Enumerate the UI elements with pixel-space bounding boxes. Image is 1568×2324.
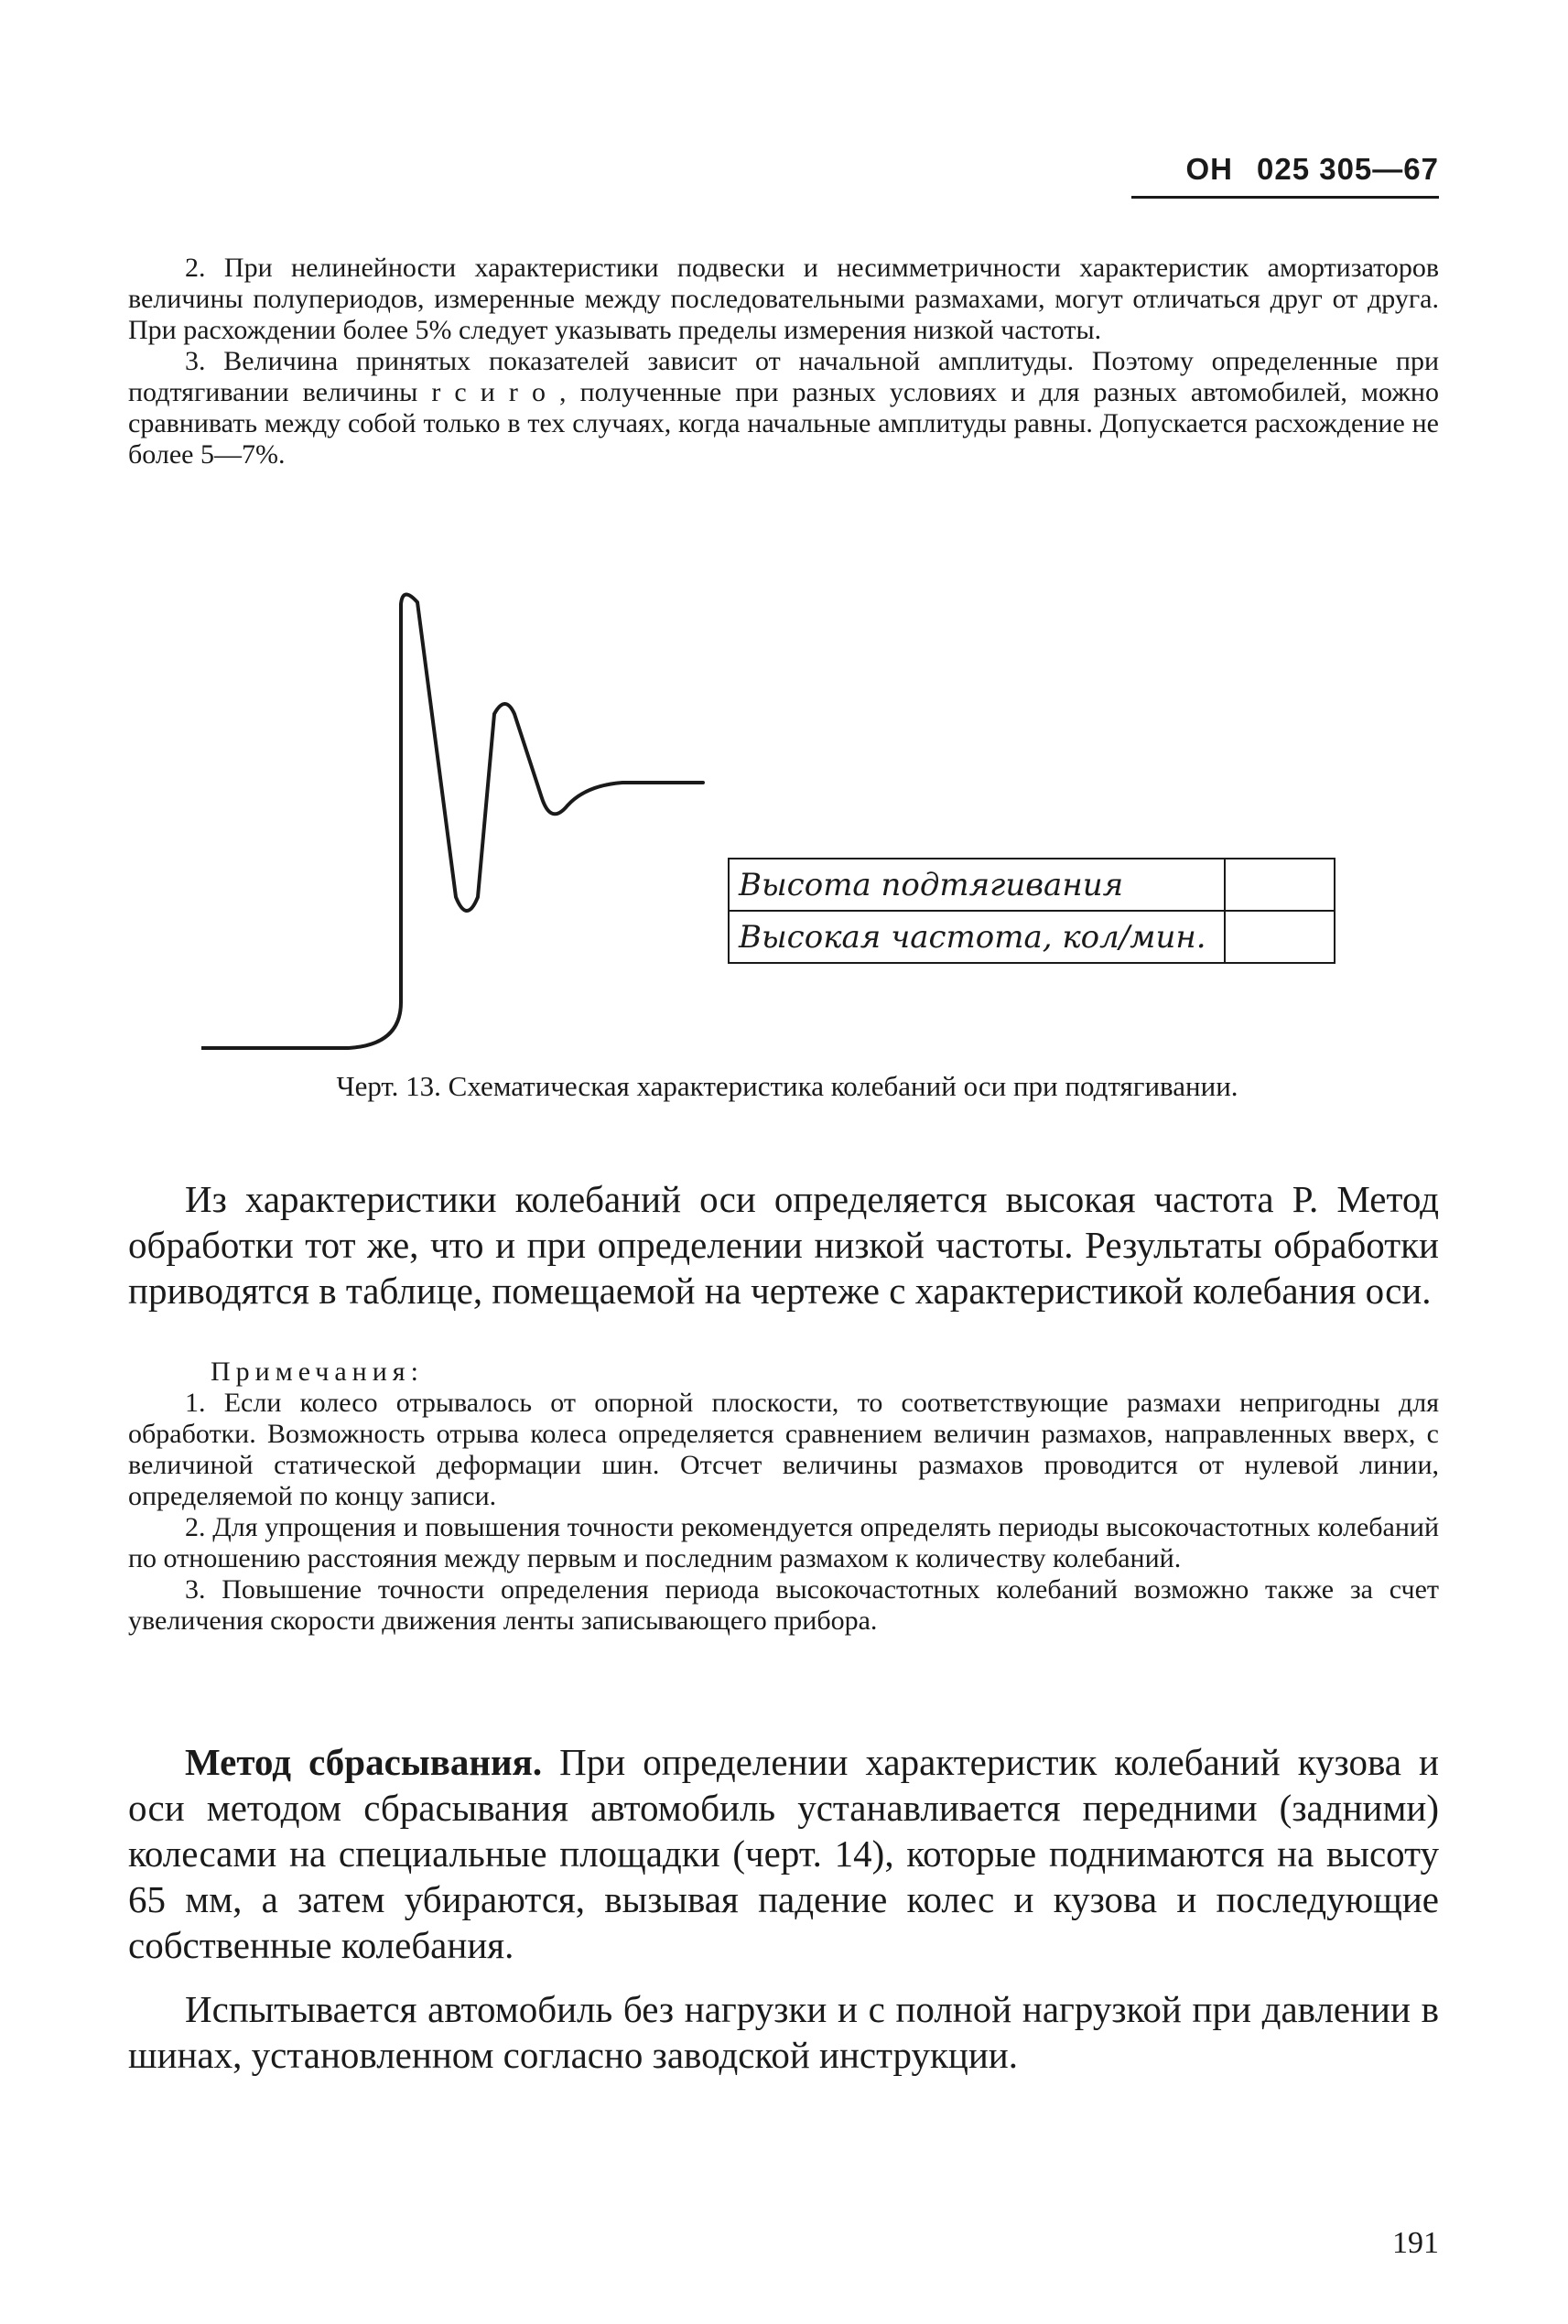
- header-code: 025 305—67: [1257, 152, 1439, 186]
- header-prefix: ОН: [1185, 152, 1233, 186]
- note-item: 1. Если колесо отрывалось от опорной плоскости, то соответствующие размахи непригодны для обработки. Возможность отрыва колеса определяется сравнением величин размахов, направленных вверх, с величиной статической деформации шин. Отсчет величины размахов проводится от нулевой линии, определяемой по концу записи.: [128, 1388, 1439, 1511]
- figure-table-label: Высота подтягивания: [729, 859, 1225, 911]
- oscillation-curve: [201, 594, 703, 1048]
- oscillation-diagram: [201, 586, 714, 1062]
- method-paragraph: [128, 1739, 1439, 1968]
- intro-paragraph-3: 3. Величина принятых показателей зависит от начальной амплитуды. Поэтому определенные при подтягивании величины r с и r о , полученные при разных условиях и для разных автомобилей, можно сравнивать между собой только в тех случаях, когда начальные амплитуды равны. Допускается расхождение не более 5—7%.: [128, 346, 1439, 470]
- closing-block: [128, 1986, 1439, 2078]
- closing-paragraph: Испытывается автомобиль без нагрузки и с полной нагрузкой при давлении в шинах, установленном согласно заводской инструкции.: [128, 1988, 1439, 2076]
- method-heading: Метод сбрасывания.: [185, 1741, 543, 1783]
- figure-table-value-cell: [1225, 859, 1335, 911]
- figure-caption: Черт. 13. Схематическая характеристика колебаний оси при подтягивании.: [336, 1070, 1238, 1102]
- page-header: [1131, 152, 1439, 199]
- notes-title: Примечания:: [211, 1357, 424, 1387]
- method-block: [128, 1739, 1439, 1968]
- intro-block: [128, 253, 1439, 470]
- figure-table-value-cell: [1225, 911, 1335, 963]
- note-item: 3. Повышение точности определения периода высокочастотных колебаний возможно также за счет увеличения скорости движения ленты записывающего прибора.: [128, 1574, 1439, 1636]
- method-text: При определении характеристик колебаний кузова и оси методом сбрасывания автомобиль устанавливается передними (задними) колесами на специальные площадки (черт. 14), которые поднимаются на высоту 65 мм, а затем убираются, вызывая падение колес и кузова и последующие собственные колебания.: [128, 1741, 1440, 1966]
- figure-table: [728, 858, 1336, 964]
- figure-table-row: [729, 859, 1335, 911]
- intro-paragraph-2: 2. При нелинейности характеристики подвески и несимметричности характеристик амортизаторов величины полупериодов, измеренные между последовательными размахами, могут отличаться друг от друга. При расхождении более 5% следует указывать пределы измерения низкой частоты.: [128, 253, 1439, 345]
- figure-table-row: [729, 911, 1335, 963]
- notes-block: [128, 1357, 1439, 1637]
- body-paragraph-1-block: [128, 1176, 1439, 1313]
- figure-table-label: Высокая частота, кол/мин.: [729, 911, 1225, 963]
- body-paragraph-1: Из характеристики колебаний оси определяется высокая частота P. Метод обработки тот же, что и при определении низкой частоты. Результаты обработки приводятся в таблице, помещаемой на чертеже с характеристикой колебания оси.: [128, 1178, 1439, 1312]
- note-item: 2. Для упрощения и повышения точности рекомендуется определять периоды высокочастотных колебаний по отношению расстояния между первым и последним размахом к количеству колебаний.: [128, 1512, 1439, 1573]
- page-number: 191: [1392, 2226, 1439, 2260]
